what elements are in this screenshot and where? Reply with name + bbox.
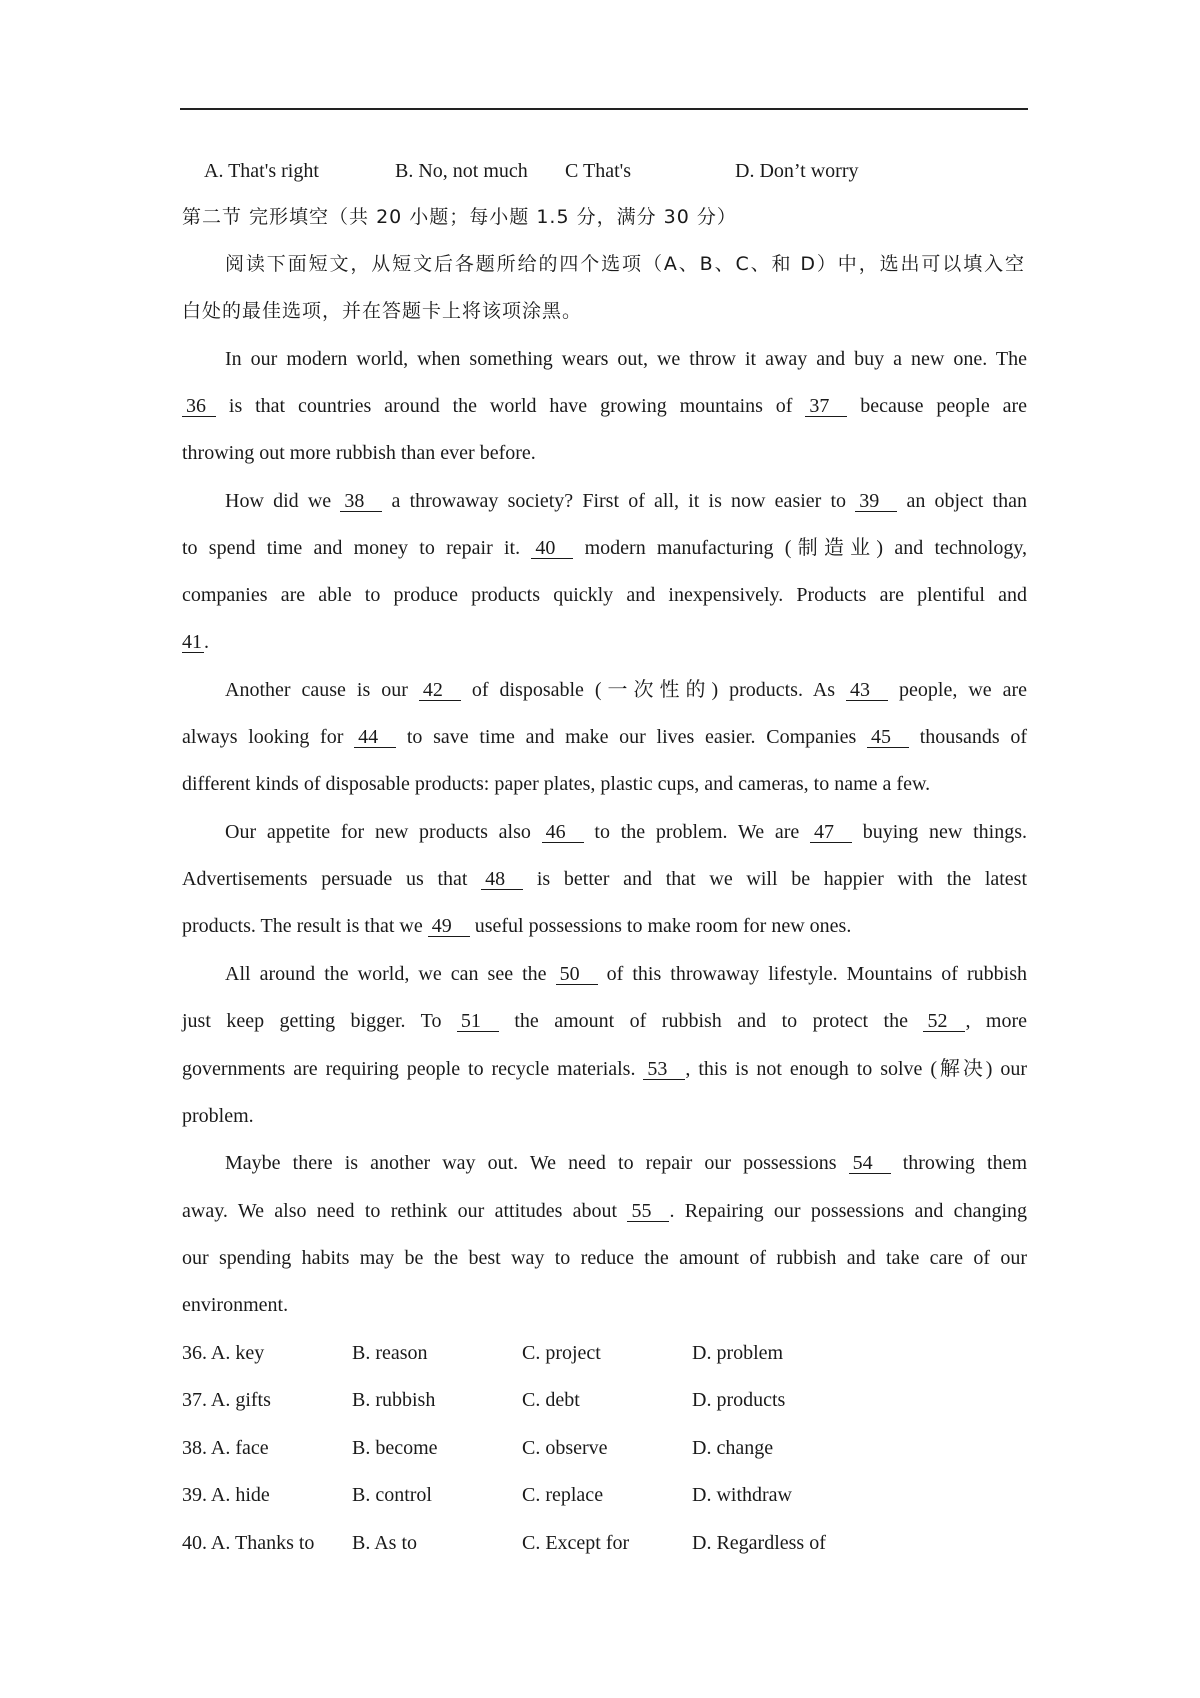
text: away. We also need to rethink our attitudes about bbox=[182, 1200, 618, 1222]
text: . bbox=[204, 631, 209, 653]
text: buying new things. bbox=[862, 821, 1028, 843]
text: to the problem. We are bbox=[594, 821, 800, 843]
passage-p2-line4 bbox=[182, 629, 1027, 655]
blank-43[interactable]: 43 bbox=[846, 680, 888, 701]
question-option-d[interactable]: D. problem bbox=[692, 1342, 784, 1364]
blank-38[interactable]: 38 bbox=[340, 491, 382, 512]
blank-39[interactable]: 39 bbox=[855, 491, 897, 512]
blank-40[interactable]: 40 bbox=[531, 538, 573, 559]
blank-50[interactable]: 50 bbox=[556, 964, 598, 985]
question-option-c[interactable]: C. observe bbox=[522, 1437, 608, 1459]
text: Our appetite for new products also bbox=[225, 821, 531, 843]
passage-p5-line3 bbox=[182, 1056, 1027, 1082]
text: Advertisements persuade us that bbox=[182, 868, 468, 890]
passage-p4-line1 bbox=[225, 819, 1027, 845]
text: an object than bbox=[906, 490, 1027, 512]
passage-p4-line3 bbox=[182, 913, 1027, 939]
text: just keep getting bigger. To bbox=[182, 1010, 442, 1032]
blank-51[interactable]: 51 bbox=[457, 1011, 499, 1032]
option-d: D. Don’t worry bbox=[735, 160, 859, 182]
text: thousands of bbox=[919, 726, 1028, 748]
question-option-d[interactable]: D. withdraw bbox=[692, 1484, 792, 1506]
passage-p4-line2 bbox=[182, 866, 1027, 892]
text: is better and that we will be happier with the latest bbox=[536, 868, 1028, 890]
question-option-a[interactable]: 38. A. face bbox=[182, 1437, 269, 1459]
text: Maybe there is another way out. We need to repair our possessions bbox=[225, 1152, 837, 1174]
blank-42[interactable]: 42 bbox=[419, 680, 461, 701]
blank-49[interactable]: 49 bbox=[428, 916, 470, 937]
text: useful possessions to make room for new ones. bbox=[474, 915, 852, 937]
blank-47[interactable]: 47 bbox=[810, 822, 852, 843]
question-option-c[interactable]: C. project bbox=[522, 1342, 601, 1364]
question-option-d[interactable]: D. Regardless of bbox=[692, 1532, 826, 1554]
text: Another cause is our bbox=[225, 679, 408, 701]
question-option-b[interactable]: B. control bbox=[352, 1484, 432, 1506]
text: All around the world, we can see the bbox=[225, 963, 547, 985]
text: , more bbox=[965, 1010, 1027, 1032]
question-option-a[interactable]: 39. A. hide bbox=[182, 1484, 270, 1506]
blank-52-wrap bbox=[923, 1010, 1027, 1032]
text: always looking for bbox=[182, 726, 344, 748]
text: , this is not enough to solve (解决) our bbox=[685, 1058, 1028, 1080]
blank-53-wrap bbox=[643, 1058, 1027, 1080]
question-option-b[interactable]: B. reason bbox=[352, 1342, 428, 1364]
blank-53[interactable]: 53 bbox=[643, 1059, 685, 1080]
header-rule bbox=[180, 108, 1028, 110]
passage-p6-line2 bbox=[182, 1198, 1027, 1224]
blank-54[interactable]: 54 bbox=[849, 1153, 891, 1174]
text: is that countries around the world have growing mountains of bbox=[228, 395, 793, 417]
section-title: 第二节 完形填空（共 20 小题；每小题 1.5 分，满分 30 分） bbox=[182, 206, 737, 228]
question-option-b[interactable]: B. become bbox=[352, 1437, 438, 1459]
passage-p6-line1 bbox=[225, 1150, 1027, 1176]
blank-44[interactable]: 44 bbox=[354, 727, 396, 748]
blank-48[interactable]: 48 bbox=[481, 869, 523, 890]
text: the amount of rubbish and to protect the bbox=[514, 1010, 908, 1032]
text: governments are requiring people to recycle materials. bbox=[182, 1058, 636, 1080]
instruction-line-2: 白处的最佳选项，并在答题卡上将该项涂黑。 bbox=[182, 300, 583, 322]
question-option-a[interactable]: 36. A. key bbox=[182, 1342, 265, 1364]
blank-45[interactable]: 45 bbox=[867, 727, 909, 748]
text: of this throwaway lifestyle. Mountains of rubbish bbox=[606, 963, 1027, 985]
text: because people are bbox=[860, 395, 1028, 417]
passage-p3-line2 bbox=[182, 724, 1027, 750]
text: a throwaway society? First of all, it is now easier to bbox=[391, 490, 847, 512]
option-a: A. That's right bbox=[204, 160, 319, 182]
blank-55-wrap bbox=[627, 1200, 1027, 1222]
text: modern manufacturing (制造业) and technology, bbox=[584, 537, 1028, 559]
question-option-b[interactable]: B. rubbish bbox=[352, 1389, 436, 1411]
passage-p3-line1 bbox=[225, 677, 1027, 703]
text: of disposable (一次性的) products. As bbox=[471, 679, 836, 701]
text: to spend time and money to repair it. bbox=[182, 537, 521, 559]
passage-p2-line1 bbox=[225, 488, 1027, 514]
question-option-c[interactable]: C. debt bbox=[522, 1389, 580, 1411]
passage-p3-line3: different kinds of disposable products: paper plates, plastic cups, and cameras, to name a few. bbox=[182, 773, 931, 795]
question-option-c[interactable]: C. replace bbox=[522, 1484, 604, 1506]
text: products. The result is that we bbox=[182, 915, 423, 937]
instruction-line-1: 阅读下面短文，从短文后各题所给的四个选项（A、B、C、和 D）中，选出可以填入空 bbox=[225, 253, 1025, 275]
text: people, we are bbox=[899, 679, 1028, 701]
passage-p1-line3: throwing out more rubbish than ever before. bbox=[182, 442, 536, 464]
blank-37[interactable]: 37 bbox=[805, 396, 847, 417]
option-c: C That's bbox=[565, 160, 632, 182]
blank-41[interactable]: 41 bbox=[182, 631, 202, 653]
question-option-c[interactable]: C. Except for bbox=[522, 1532, 630, 1554]
passage-p1-line2 bbox=[182, 393, 1027, 419]
blank-46[interactable]: 46 bbox=[542, 822, 584, 843]
question-option-b[interactable]: B. As to bbox=[352, 1532, 418, 1554]
question-option-d[interactable]: D. products bbox=[692, 1389, 786, 1411]
text: throwing them bbox=[902, 1152, 1028, 1174]
question-option-a[interactable]: 37. A. gifts bbox=[182, 1389, 271, 1411]
passage-p6-line3: our spending habits may be the best way to reduce the amount of rubbish and take care of our bbox=[182, 1247, 1027, 1269]
question-option-d[interactable]: D. change bbox=[692, 1437, 774, 1459]
text: . Repairing our possessions and changing bbox=[669, 1200, 1027, 1222]
question-option-a[interactable]: 40. A. Thanks to bbox=[182, 1532, 315, 1554]
passage-p5-line1 bbox=[225, 961, 1027, 987]
passage-p5-line2 bbox=[182, 1008, 1027, 1034]
blank-36[interactable]: 36 bbox=[182, 396, 216, 417]
option-b: B. No, not much bbox=[395, 160, 528, 182]
text: How did we bbox=[225, 490, 332, 512]
blank-52[interactable]: 52 bbox=[923, 1011, 965, 1032]
passage-p2-line3: companies are able to produce products quickly and inexpensively. Products are plentiful and bbox=[182, 584, 1027, 606]
passage-p1-line1: In our modern world, when something wears out, we throw it away and buy a new one. The bbox=[225, 348, 1027, 370]
passage-p2-line2 bbox=[182, 535, 1027, 561]
passage-p6-line4: environment. bbox=[182, 1294, 289, 1316]
blank-55[interactable]: 55 bbox=[627, 1201, 669, 1222]
passage-p5-line4: problem. bbox=[182, 1105, 254, 1127]
text: to save time and make our lives easier. Companies bbox=[406, 726, 857, 748]
